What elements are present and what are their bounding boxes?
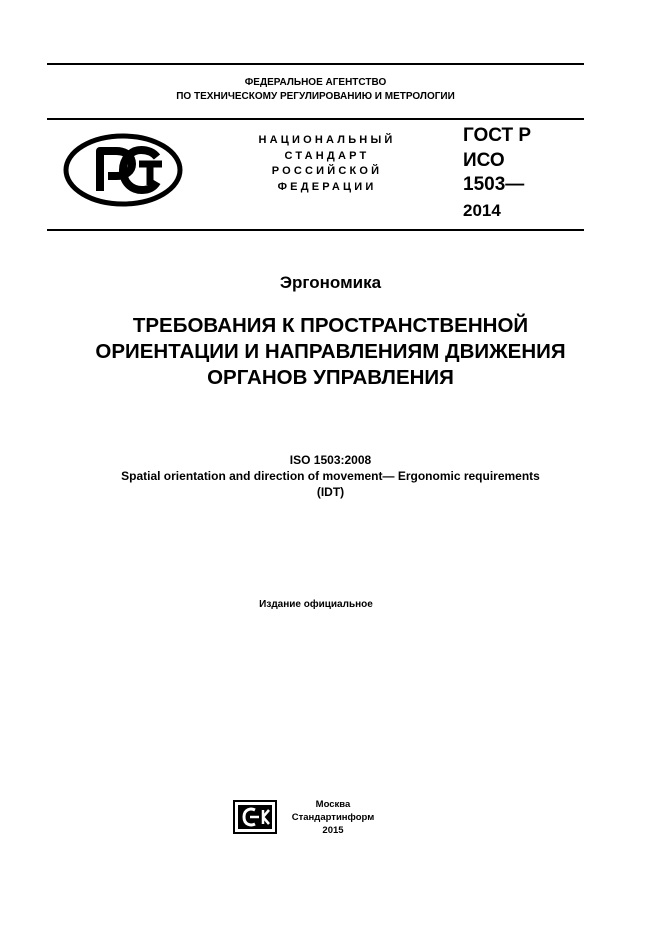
agency-line-1: ФЕДЕРАЛЬНОЕ АГЕНТСТВО (244, 77, 387, 88)
standard-designation (463, 124, 531, 198)
iso-equivalence: (IDT) (316, 485, 345, 499)
national-standard-line-2: СТАНДАРТ (284, 149, 370, 162)
designation-line-2: ИСО (463, 149, 505, 171)
iso-title: Spatial orientation and direction of movement— Ergonomic requirements (121, 469, 540, 483)
title-line-1: ТРЕБОВАНИЯ К ПРОСТРАНСТВЕННОЙ (132, 314, 529, 337)
national-standard-line-3: РОССИЙСКОЙ (271, 165, 383, 177)
designation-line-1: ГОСТ Р (463, 125, 532, 146)
iso-reference: ISO 1503:2008 (289, 453, 372, 467)
designation-line-3: 1503— (463, 174, 525, 195)
publisher-city: Москва (315, 799, 351, 810)
national-standard-label (238, 133, 416, 195)
document-title (40, 313, 621, 391)
edition-label: Издание официальное (259, 599, 373, 610)
publisher-year: 2015 (322, 825, 344, 836)
standartinform-logo-icon (233, 800, 277, 834)
agency-line-2: ПО ТЕХНИЧЕСКОМУ РЕГУЛИРОВАНИЮ И МЕТРОЛОГИИ (176, 91, 455, 102)
designation-year: 2014 (463, 201, 501, 220)
national-standard-line-1: НАЦИОНАЛЬНЫЙ (258, 134, 396, 146)
iso-reference-block (40, 452, 621, 500)
agency-name (47, 76, 584, 104)
top-rule (47, 63, 584, 65)
rst-conformity-mark-icon (62, 133, 184, 207)
publisher-block (283, 798, 383, 837)
document-subject: Эргономика (279, 273, 382, 292)
header-rule-lower (47, 229, 584, 231)
national-standard-line-4: ФЕДЕРАЦИИ (277, 180, 377, 193)
title-line-3: ОРГАНОВ УПРАВЛЕНИЯ (207, 366, 454, 389)
title-line-2: ОРИЕНТАЦИИ И НАПРАВЛЕНИЯМ ДВИЖЕНИЯ (95, 340, 566, 363)
publisher-name: Стандартинформ (291, 812, 375, 823)
header-rule-upper (47, 118, 584, 120)
